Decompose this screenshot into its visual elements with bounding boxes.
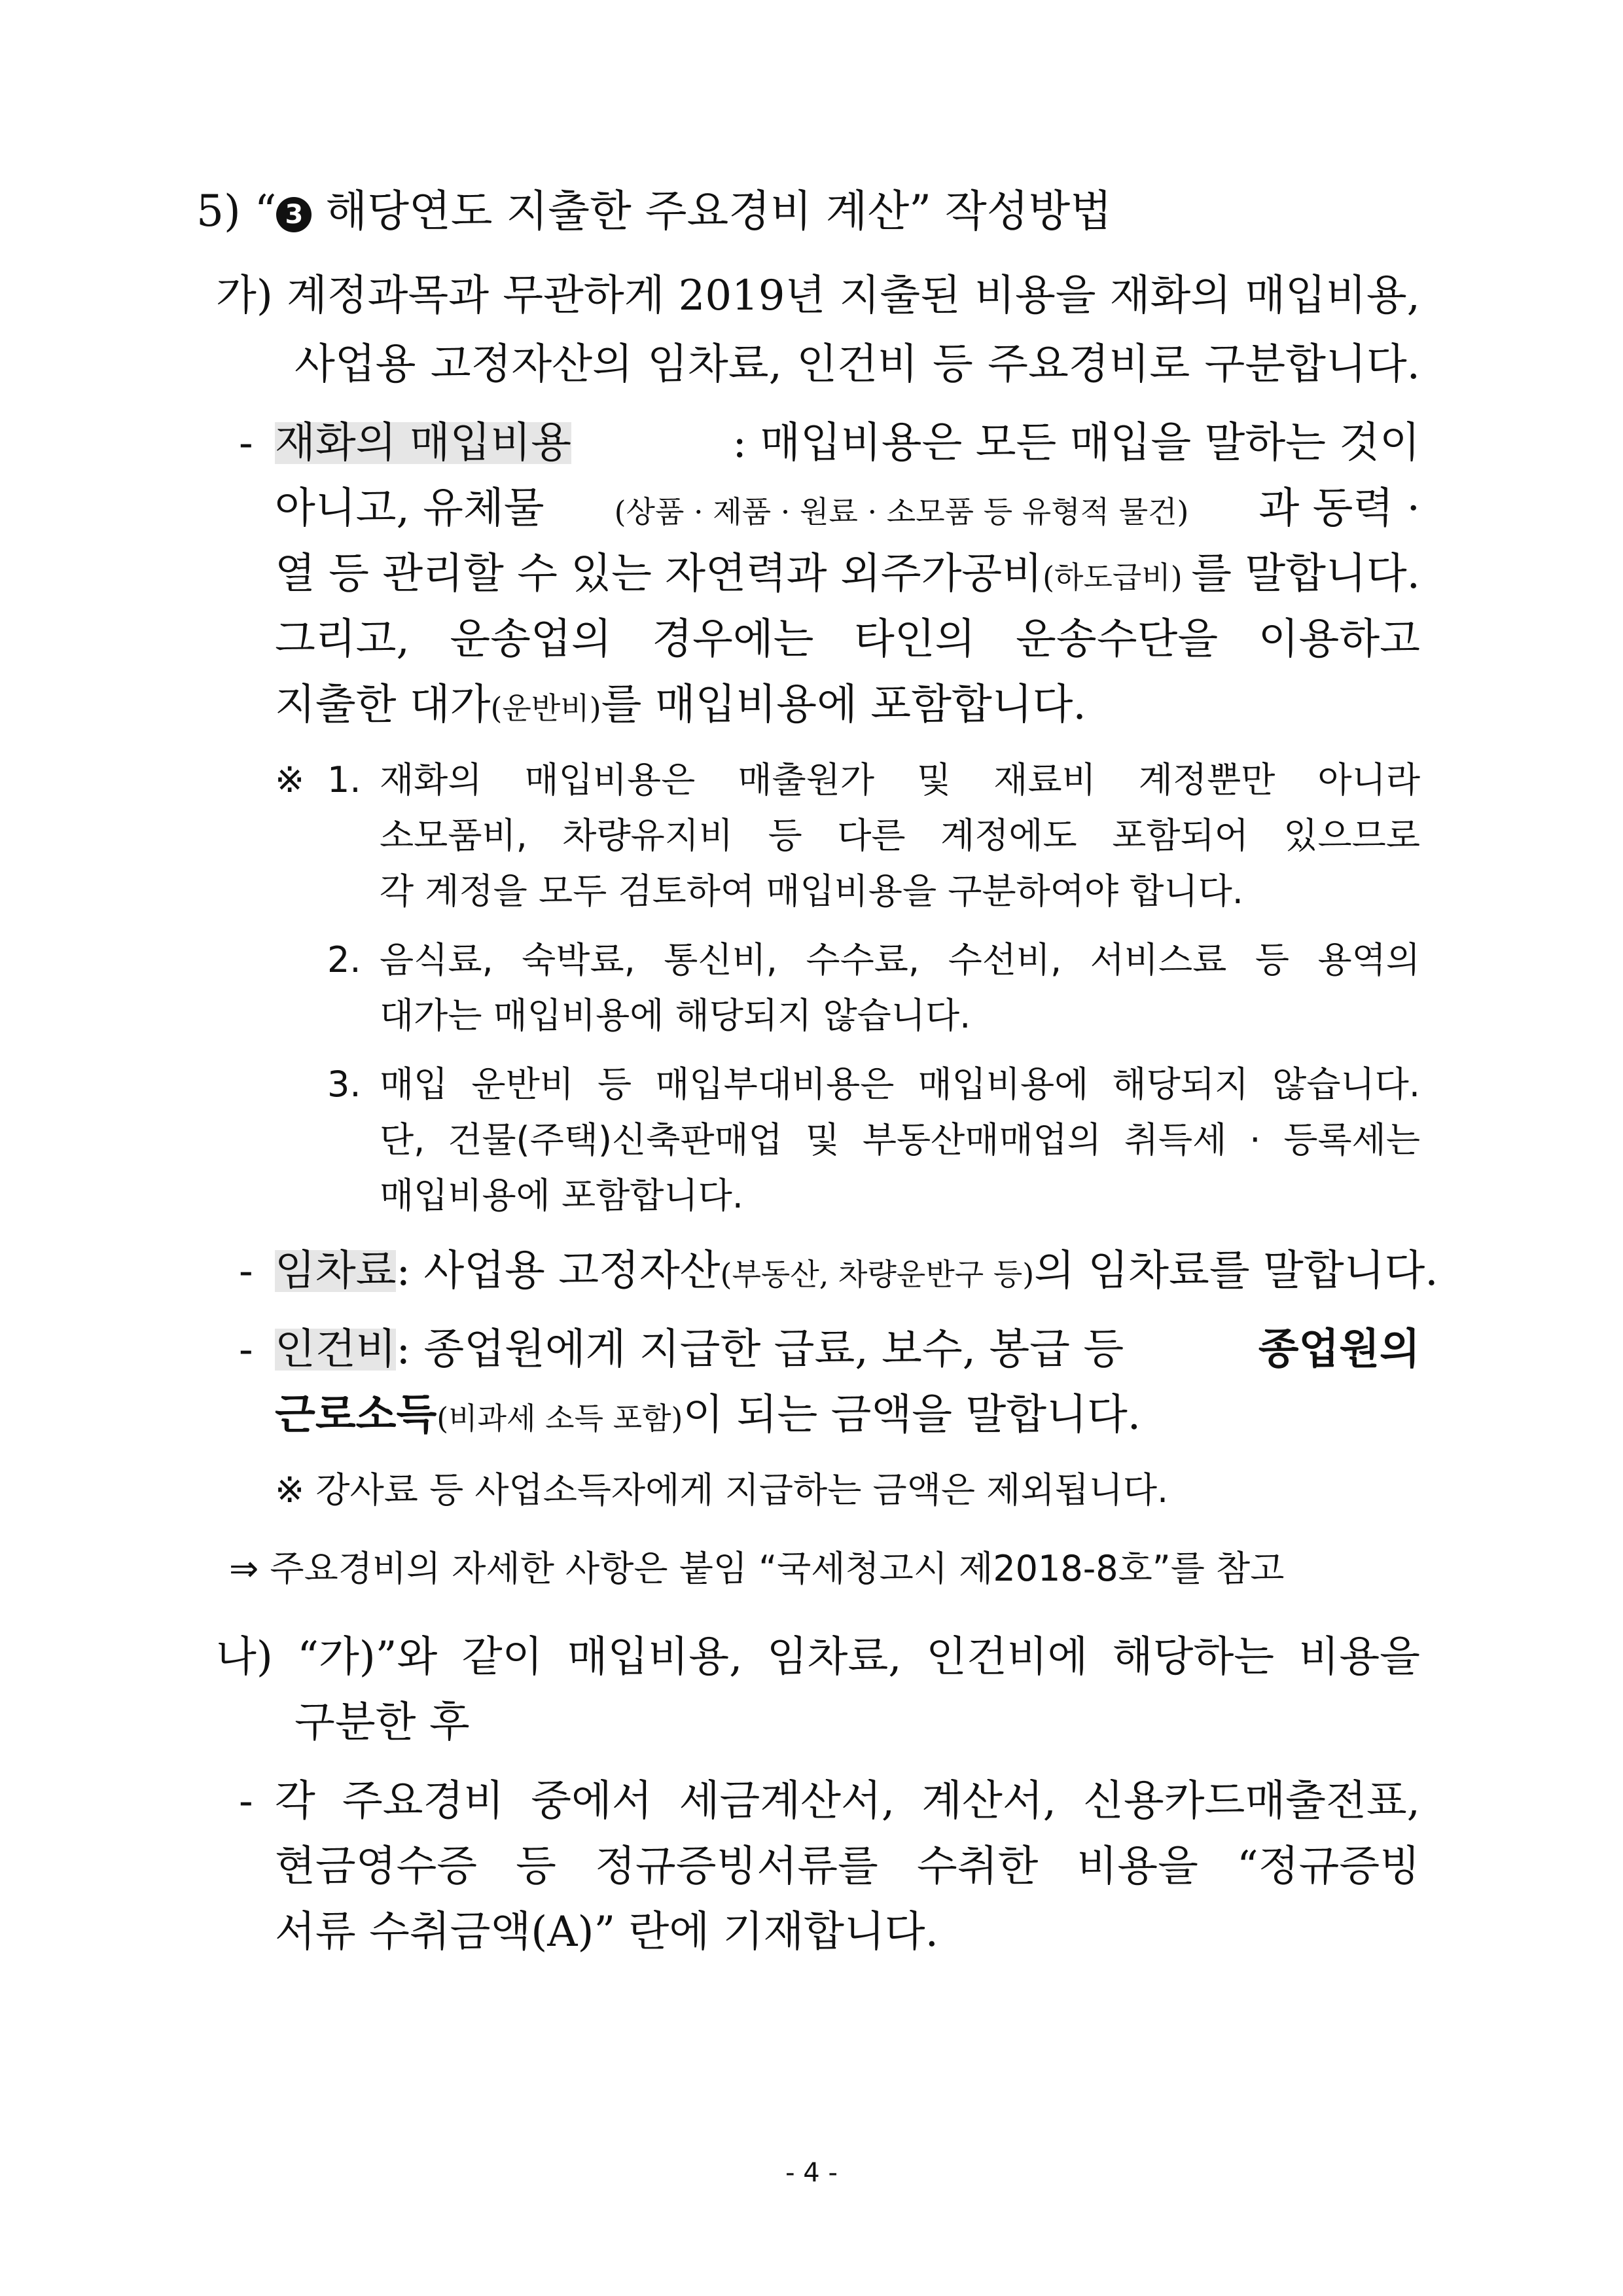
rent-line: 임차료 : 사업용 고정자산 (부동산, 차량운반구 등) 의 임차료를 말합니다. bbox=[275, 1247, 1438, 1295]
note1-line2: 소모품비, 차량유지비 등 다른 계정에도 포함되어 있으므로 bbox=[380, 815, 1420, 856]
note2-line1: 음식료, 숙박료, 통신비, 수수료, 수선비, 서비스료 등 용역의 bbox=[380, 939, 1420, 980]
note3-line3: 매입비용에 포함합니다. bbox=[380, 1175, 743, 1216]
term-purchase-cost: 재화의 매입비용 bbox=[275, 419, 572, 467]
note1-line3: 각 계정을 모두 검토하여 매입비용을 구분하여야 합니다. bbox=[380, 870, 1243, 912]
note3-line1: 매입 운반비 등 매입부대비용은 매입비용에 해당되지 않습니다. bbox=[380, 1064, 1420, 1105]
heading-prefix: 5) “ bbox=[196, 186, 277, 236]
section-heading bbox=[196, 186, 1112, 236]
section-ga-line2: 사업용 고정자산의 임차료, 인건비 등 주요경비로 구분합니다. bbox=[294, 340, 1420, 389]
note-mark: ※ bbox=[275, 759, 305, 800]
heading-suffix: ” 작성방법 bbox=[909, 186, 1112, 236]
labor-note: ※ 강사료 등 사업소득자에게 지급하는 금액은 제외됩니다. bbox=[275, 1469, 1169, 1511]
bullet-dash: - bbox=[239, 419, 253, 467]
note2-line2: 대가는 매입비용에 해당되지 않습니다. bbox=[380, 995, 971, 1036]
purchase-line5: 지출한 대가(운반비)를 매입비용에 포함합니다. bbox=[275, 681, 1086, 729]
circled-number-badge: 3 bbox=[276, 197, 312, 232]
note1-number: 1. bbox=[327, 759, 361, 800]
note2-number: 2. bbox=[327, 939, 361, 980]
note3-line2: 단, 건물(주택)신축판매업 및 부동산매매업의 취득세 · 등록세는 bbox=[380, 1119, 1420, 1160]
purchase-line2: 아니고, 유체물 (상품 · 제품 · 원료 · 소모품 등 유형적 물건) 과 동력 · bbox=[275, 484, 1420, 533]
purchase-line3: 열 등 관리할 수 있는 자연력과 외주가공비 (하도급비) 를 말합니다. bbox=[275, 550, 1420, 598]
section-na-line2: 구분한 후 bbox=[294, 1698, 470, 1747]
section-ga-line1: 가) 계정과목과 무관하게 2019년 지출된 비용을 재화의 매입비용, bbox=[216, 272, 1420, 320]
bullet-dash: - bbox=[239, 1325, 253, 1374]
bullet-dash: - bbox=[239, 1247, 253, 1295]
bullet-dash: - bbox=[239, 1777, 253, 1825]
labor-line1: 인건비 : 종업원에게 지급한 급료, 보수, 봉급 등 종업원의 bbox=[275, 1325, 1420, 1374]
purchase-line4: 그리고, 운송업의 경우에는 타인의 운송수단을 이용하고 bbox=[275, 615, 1420, 664]
evidence-line3: 서류 수취금액(A)” 란에 기재합니다. bbox=[275, 1908, 938, 1956]
purchase-line1: 재화의 매입비용 : 매입비용은 모든 매입을 말하는 것이 bbox=[275, 419, 1420, 467]
note3-number: 3. bbox=[327, 1064, 361, 1105]
page-number: - 4 - bbox=[785, 2158, 838, 2188]
evidence-line2: 현금영수증 등 정규증빙서류를 수취한 비용을 “정규증빙 bbox=[275, 1842, 1420, 1891]
note1-line1: 재화의 매입비용은 매출원가 및 재료비 계정뿐만 아니라 bbox=[380, 759, 1420, 800]
heading-title: 해당연도 지출한 주요경비 계산 bbox=[325, 186, 910, 236]
evidence-line1: 각 주요경비 중에서 세금계산서, 계산서, 신용카드매출전표, bbox=[275, 1777, 1420, 1825]
labor-line2: 근로소득 (비과세 소득 포함) 이 되는 금액을 말합니다. bbox=[275, 1390, 1141, 1439]
term-rent: 임차료 bbox=[275, 1247, 397, 1295]
section-na-line1: 나) “가)”와 같이 매입비용, 임차료, 인건비에 해당하는 비용을 bbox=[216, 1633, 1420, 1681]
reference-note: ⇒ 주요경비의 자세한 사항은 붙임 “국세청고시 제2018-8호”를 참고 bbox=[229, 1548, 1285, 1589]
term-labor: 인건비 bbox=[275, 1325, 397, 1374]
